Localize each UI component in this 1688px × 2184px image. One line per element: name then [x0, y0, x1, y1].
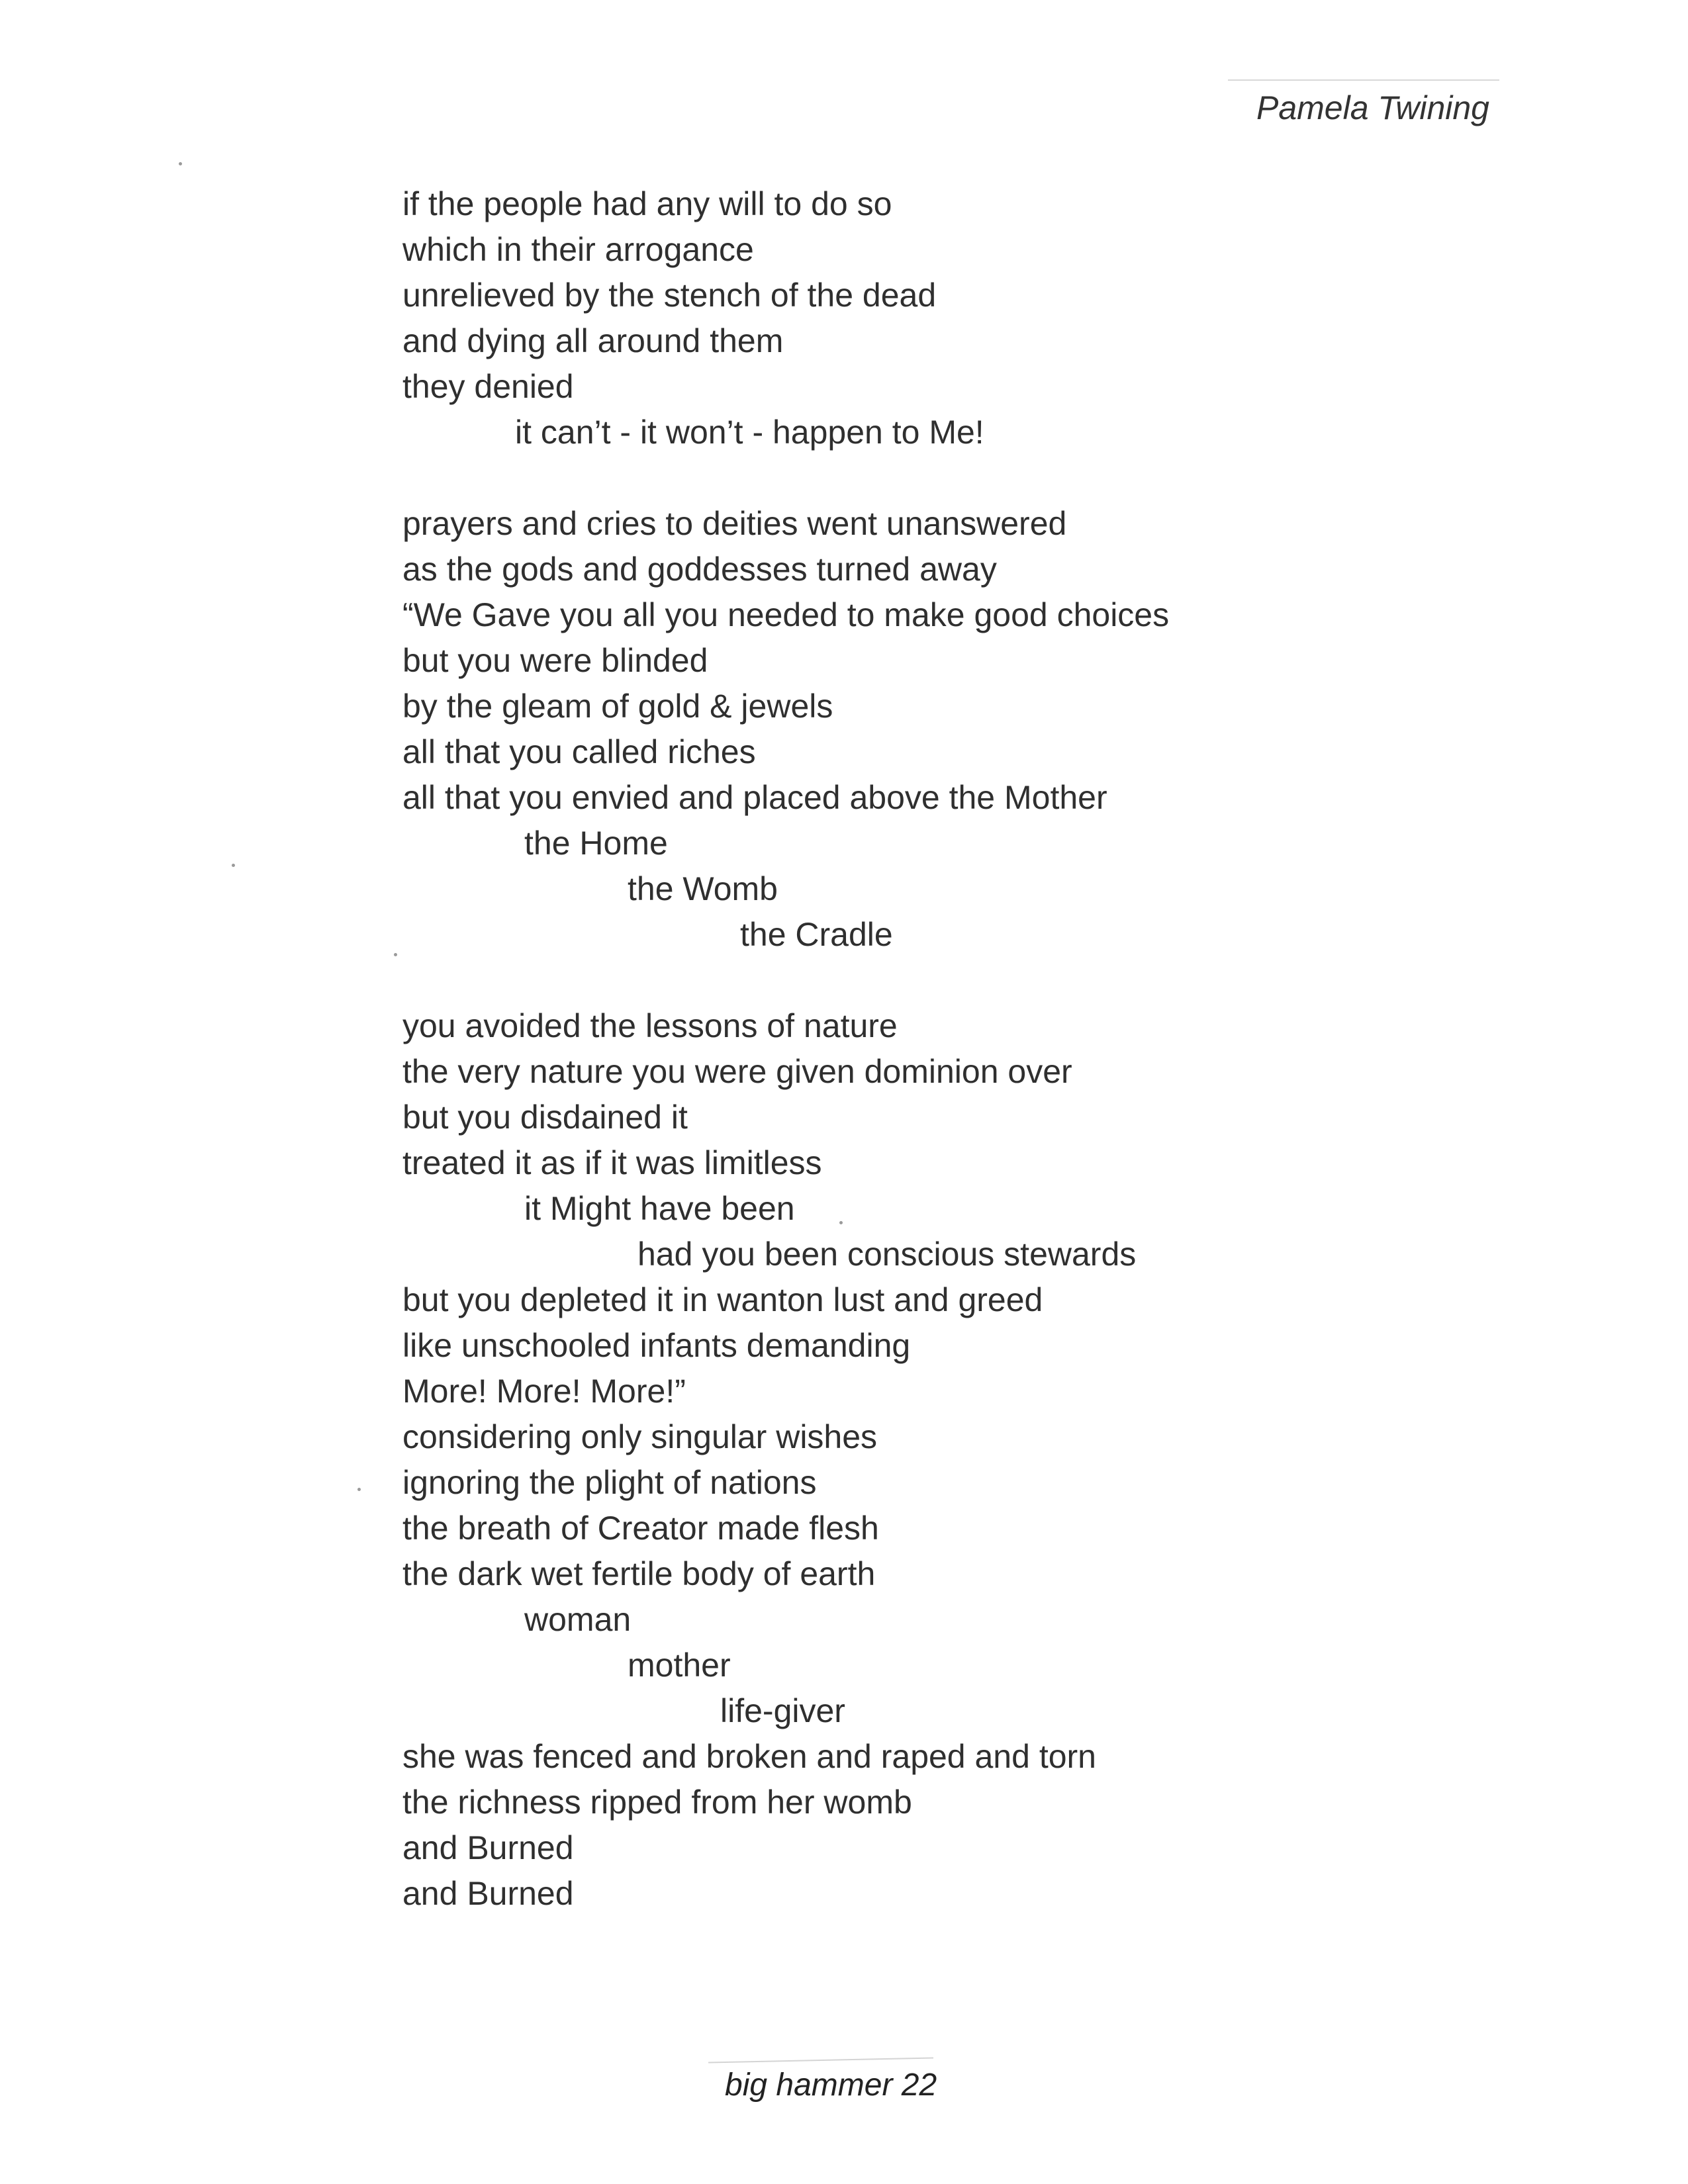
- poem-line: it can’t - it won’t - happen to Me!: [515, 414, 984, 451]
- poem-line: the Cradle: [740, 916, 893, 953]
- poem-line: the breath of Creator made flesh: [402, 1510, 879, 1547]
- poem-line: the Home: [524, 825, 668, 862]
- poem-line: and dying all around them: [402, 322, 784, 359]
- author-name: Pamela Twining: [1256, 89, 1489, 126]
- poem-line: the very nature you were given dominion over: [402, 1053, 1072, 1090]
- poem-line: all that you envied and placed above the Mother: [402, 779, 1107, 816]
- scan-speck: [357, 1488, 361, 1491]
- poem-line: More! More! More!”: [402, 1373, 686, 1410]
- scan-speck: [179, 162, 182, 165]
- poem-line: unrelieved by the stench of the dead: [402, 277, 937, 314]
- stanza-1: [402, 181, 1528, 455]
- poem-line: she was fenced and broken and raped and torn: [402, 1738, 1096, 1775]
- poem-line: by the gleam of gold & jewels: [402, 688, 833, 725]
- poem-line: life-giver: [720, 1692, 845, 1729]
- poem-line: they denied: [402, 368, 574, 405]
- poem-line: it Might have been: [524, 1190, 795, 1227]
- poem-line: the richness ripped from her womb: [402, 1784, 912, 1821]
- poem-line: “We Gave you all you needed to make good choices: [402, 596, 1170, 633]
- poem-line: had you been conscious stewards: [637, 1236, 1137, 1273]
- poem-body: [402, 181, 1528, 1962]
- poem-line: but you were blinded: [402, 642, 708, 679]
- poem-line: woman: [524, 1601, 632, 1638]
- scan-speck: [839, 1221, 843, 1224]
- poem-line: mother: [628, 1647, 731, 1684]
- poem-line: treated it as if it was limitless: [402, 1144, 822, 1181]
- poem-line: prayers and cries to deities went unanswered: [402, 505, 1067, 542]
- poem-line: and Burned: [402, 1875, 574, 1912]
- poem-line: and Burned: [402, 1829, 574, 1866]
- poem-line: the dark wet fertile body of earth: [402, 1555, 876, 1592]
- page-footer: big hammer 22: [725, 2068, 937, 2103]
- poem-line: if the people had any will to do so: [402, 185, 892, 222]
- poem-line: but you disdained it: [402, 1099, 688, 1136]
- poem-line: as the gods and goddesses turned away: [402, 551, 997, 588]
- poem-line: you avoided the lessons of nature: [402, 1007, 898, 1044]
- scan-speck: [394, 953, 397, 956]
- footer-rule: [708, 2057, 933, 2063]
- poem-line: the Womb: [628, 870, 778, 907]
- stanza-2: [402, 501, 1528, 958]
- scan-speck: [232, 864, 235, 867]
- poem-line: all that you called riches: [402, 733, 756, 770]
- poem-line: ignoring the plight of nations: [402, 1464, 817, 1501]
- poem-line: but you depleted it in wanton lust and greed: [402, 1281, 1043, 1318]
- poem-line: which in their arrogance: [402, 231, 754, 268]
- poem-line: like unschooled infants demanding: [402, 1327, 911, 1364]
- header-rule: [1228, 79, 1499, 81]
- stanza-3: [402, 1003, 1528, 1917]
- poem-line: considering only singular wishes: [402, 1418, 878, 1455]
